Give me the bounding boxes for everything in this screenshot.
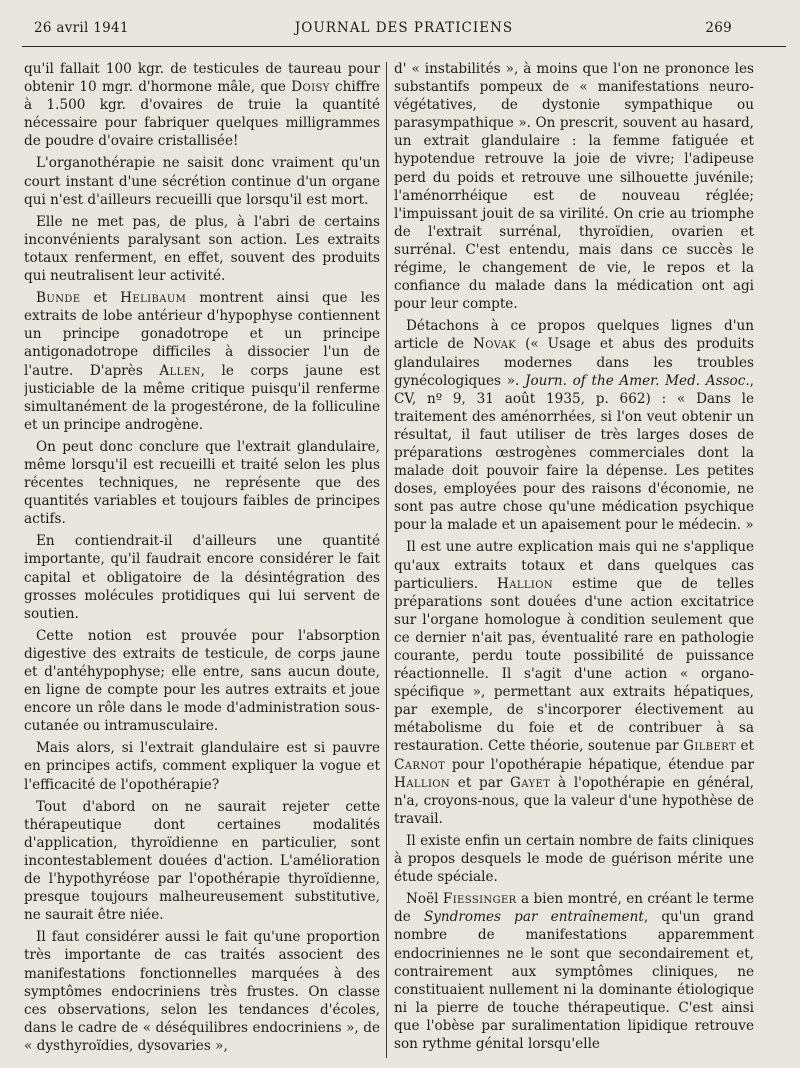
author-name: Gilbert [683, 738, 737, 755]
author-name: Fiessinger [442, 891, 517, 908]
author-name: Novak [473, 336, 517, 353]
paragraph: Mais alors, si l'extrait glandulaire est si pauvre en principes actifs, comment expliquer la vogue et l'efficacité de l'opothérapie? [24, 740, 380, 793]
paragraph: Cette notion est prouvée pour l'absorption digestive des extraits de testicule, de corps jaune et d'antéhypophyse; elle entre, sans aucun doute, en ligne de compte pour les autres extraits et joue encore un rôle dans le mode d'administration sous-cutanée ou intramusculaire. [24, 627, 380, 735]
author-name: Gayet [510, 774, 551, 791]
paragraph: En contiendrait-il d'ailleurs une quantité importante, qu'il faudrait encore considérer le fait capital et obligatoire de la désintégration des grosses molécules protidiques qui lui servent de soutien. [24, 533, 380, 622]
author-name: Doisy [291, 79, 330, 96]
paragraph: d' « instabilités », à moins que l'on ne prononce les substantifs pompeux de « manifestations neuro-végétatives, de dystonie sympathique ou parasympathique ». On prescrit, souvent au hasard, un extrait glandulaire : la femme fatiguée et hypotendue retrouve la joie de vivre; l'adipeuse perd du poids et retrouve une silhouette juvénile; l'aménorrhéique est de nouveau réglée; l'impuissant jouit de sa virilité. On crie au triomphe de l'extrait surrénal, thyroïdien, ovarien et surrénal. C'est entendu, mais dans ce succès le régime, le changement de vie, le repos et la confiance du malade dans la médication ont agi pour leur compte. [394, 61, 754, 313]
running-header [22, 16, 786, 47]
author-name: Hallion [394, 774, 451, 791]
paragraph: Noël Fiessinger a bien montré, en créant le terme de Syndromes par entraînement, qu'un grand nombre de manifestations apparemment endocriniennes ne le sont que secondairement et, contrairement aux symptômes cliniques, ne constituaient nullement ni la dominante étiologique ni la pierre de touche thérapeutique. C'est ainsi que l'obèse par suralimentation lipidique retrouve son rythme génital lorsqu'elle [394, 891, 754, 1052]
journal-citation: Journ. of the Amer. Med. Assoc. [525, 372, 750, 389]
paragraph: Détachons à ce propos quelques lignes d'un article de Novak (« Usage et abus des produits glandulaires modernes dans les troubles gynécologiques ». Journ. of the Amer. Med. Assoc., CV, nº 9, 31 août 1935, p. 662) : « Dans le traitement des aménorrhées, si l'on veut obtenir un résultat, il faut utiliser de très larges doses de préparations œstrogènes commerciales dont la malade doit pouvoir faire la dépense. Les petites doses, employées pour des raisons d'économie, ne sont pas autre chose qu'une médication psychique pour la malade et un apaisement pour le médecin. » [394, 318, 754, 534]
author-name: Bunde [36, 290, 81, 307]
paragraph: Il existe enfin un certain nombre de faits cliniques à propos desquels le mode de guérison mérite une étude spéciale. [394, 832, 754, 886]
left-column [24, 60, 380, 1060]
journal-title: JOURNAL DES PRATICIENS [294, 20, 514, 36]
header-date: 26 avril 1941 [34, 20, 129, 36]
author-name: Allen [159, 362, 201, 379]
term-emphasis: Syndromes par entraînement [423, 909, 644, 926]
paragraph: Il est une autre explication mais qui ne s'applique qu'aux extraits totaux et dans quelques cas particuliers. Hallion estime que de telles préparations sont douées d'une action excitatrice sur l'organe homologue à condition seulement que ce dernier n'ait pas, éventualité rare en pathologie courante, perdu toute possibilité de puissance réactionnelle. Il s'agit d'une action « organo-spécifique », permettant aux extraits hépatiques, par exemple, de s'incorporer électivement au métabolisme du foie et de contribuer à sa restauration. Cette théorie, soutenue par Gilbert et Carnot pour l'opothérapie hépatique, étendue par Hallion et par Gayet à l'opothérapie en général, n'a, croyons-nous, que la valeur d'une hypothèse de travail. [394, 539, 754, 827]
paragraph: Bunde et Helibaum montrent ainsi que les extraits de lobe antérieur d'hypophyse contiennent un principe gonadotrope et un principe antigonadotrope difficiles à dissocier l'un de l'autre. D'après Allen, le corps jaune est justiciable de la même critique puisqu'il renferme simultanément de la progestérone, de la folliculine et un principe androgène. [24, 290, 380, 433]
right-column [394, 60, 754, 1060]
column-divider [386, 62, 387, 1058]
author-name: Carnot [394, 756, 446, 773]
paragraph: On peut donc conclure que l'extrait glandulaire, même lorsqu'il est recueilli et traité selon les plus récentes techniques, ne représente que des quantités variables et toujours faibles de principes actifs. [24, 438, 380, 528]
author-name: Hallion [496, 575, 554, 592]
paragraph: L'organothérapie ne saisit donc vraiment qu'un court instant d'une sécrétion continue d'un organe qui n'est d'ailleurs recueilli que lorsqu'il est mort. [24, 155, 380, 208]
paragraph: Il faut considérer aussi le fait qu'une proportion très importante de cas traités associent des manifestations fonctionnelles marquées à des symptômes endocriniens très frustes. On classe ces observations, selon les tendances d'écoles, dans le cadre de « déséquilibres endocriniens », de « dysthyroïdies, dysovaries », [24, 929, 380, 1054]
paragraph: Elle ne met pas, de plus, à l'abri de certains inconvénients paralysant son action. Les extraits totaux renferment, en effet, souvent des produits qui neutralisent leur activité. [24, 213, 380, 285]
paragraph: qu'il fallait 100 kgr. de testicules de taureau pour obtenir 10 mgr. d'hormone mâle, que Doisy chiffre à 1.500 kgr. d'ovaires de truie la quantité nécessaire pour fabriquer quelques milligrammes de poudre d'ovaire cristallisée! [24, 61, 380, 150]
page-number: 269 [705, 20, 732, 36]
paragraph: Tout d'abord on ne saurait rejeter cette thérapeutique dont certaines modalités d'application, thyroïdienne en particulier, sont incontestablement douées d'action. L'amélioration de l'hypothyréose par l'opothérapie thyroïdienne, presque toujours malheureusement substitutive, ne saurait être niée. [24, 798, 380, 924]
author-name: Helibaum [120, 290, 187, 307]
